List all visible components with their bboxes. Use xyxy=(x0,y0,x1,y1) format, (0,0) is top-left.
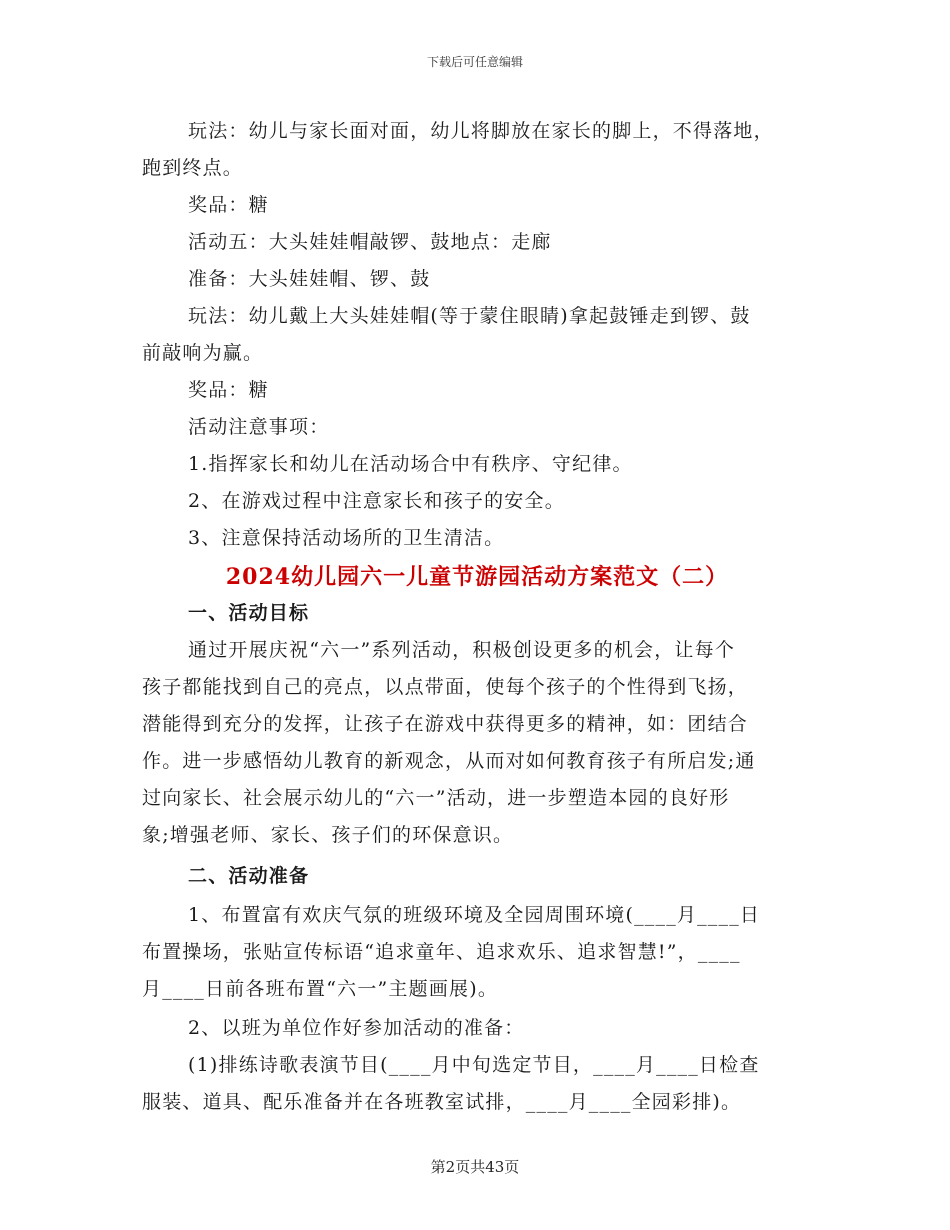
paragraph-line: 作。进一步感悟幼儿教育的新观念，从而对如何教育孩子有所启发;通 xyxy=(142,750,756,772)
paragraph-line: 玩法：幼儿戴上大头娃娃帽(等于蒙住眼睛)拿起鼓锤走到锣、鼓 xyxy=(188,305,751,327)
paragraph-line: 月____日前各班布置“六一”主题画展)。 xyxy=(142,978,499,1000)
paragraph-line: 准备：大头娃娃帽、锣、鼓 xyxy=(188,268,431,290)
list-item: 3、注意保持活动场所的卫生清洁。 xyxy=(188,527,505,549)
paragraph-line: 2、以班为单位作好参加活动的准备： xyxy=(188,1017,525,1039)
paragraph-line: 服装、道具、配乐准备并在各班教室试排，____月____全园彩排)。 xyxy=(142,1091,742,1113)
paragraph-line: 孩子都能找到自己的亮点，以点带面，使每个孩子的个性得到飞扬， xyxy=(142,676,749,698)
page-header: 下载后可任意编辑 xyxy=(426,55,523,69)
list-item: 1.指挥家长和幼儿在活动场合中有秩序、守纪律。 xyxy=(188,453,633,475)
section-title: 2024幼儿园六一儿童节游园活动方案范文（二） xyxy=(225,564,729,590)
section-heading: 二、活动准备 xyxy=(188,865,310,887)
paragraph-line: 通过开展庆祝“六一”系列活动，积极创设更多的机会，让每个 xyxy=(188,639,736,661)
paragraph-line: 过向家长、社会展示幼儿的“六一”活动，进一步塑造本园的良好形 xyxy=(142,787,730,809)
paragraph-line: 玩法：幼儿与家长面对面，幼儿将脚放在家长的脚上，不得落地， xyxy=(188,120,774,142)
paragraph-line: 潜能得到充分的发挥，让孩子在游戏中获得更多的精神，如：团结合 xyxy=(142,713,749,735)
paragraph-line: (1)排练诗歌表演节目(____月中旬选定节目，____月____日检查 xyxy=(188,1054,760,1076)
paragraph-line: 奖品：糖 xyxy=(188,194,269,216)
paragraph-line: 前敲响为赢。 xyxy=(142,342,264,364)
paragraph-line: 活动注意事项： xyxy=(188,416,330,438)
list-item: 2、在游戏过程中注意家长和孩子的安全。 xyxy=(188,490,565,512)
paragraph-line: 布置操场，张贴宣传标语“追求童年、追求欢乐、追求智慧!”，____ xyxy=(142,941,741,963)
paragraph-line: 1、布置富有欢庆气氛的班级环境及全园周围环境(____月____日 xyxy=(188,904,761,926)
paragraph-line: 活动五：大头娃娃帽敲锣、鼓地点：走廊 xyxy=(188,231,552,253)
paragraph-line: 跑到终点。 xyxy=(142,157,244,179)
paragraph-line: 奖品：糖 xyxy=(188,379,269,401)
paragraph-line: 象;增强老师、家长、孩子们的环保意识。 xyxy=(142,824,514,846)
section-heading: 一、活动目标 xyxy=(188,602,310,624)
page-footer: 第2页共43页 xyxy=(430,1158,520,1176)
